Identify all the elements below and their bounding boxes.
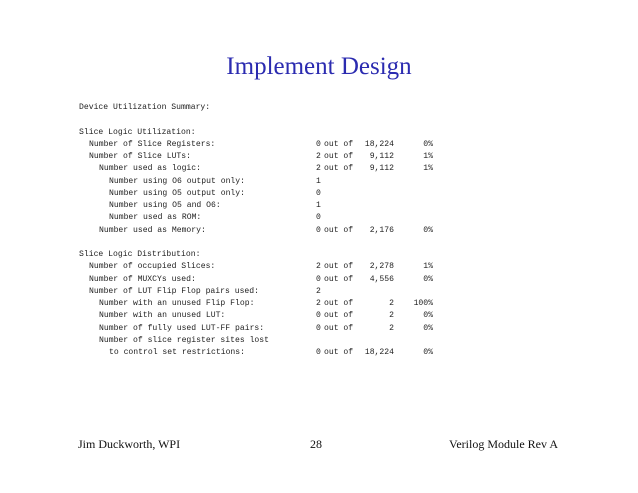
report-line-label: Number of MUXCYs used: — [89, 274, 196, 284]
report-percent-value: 1% — [423, 164, 433, 174]
report-line — [79, 274, 439, 286]
report-available-value: 9,112 — [369, 152, 394, 161]
report-line-label: Number with an unused Flip Flop: — [99, 299, 255, 308]
report-line-label: Number of LUT Flip Flop pairs used: — [89, 286, 259, 296]
report-line — [79, 225, 439, 237]
report-available-value: 4,556 — [369, 274, 394, 284]
report-line-label: Number used as Memory: — [99, 225, 206, 235]
report-line-label: Number of slice register sites lost — [99, 335, 269, 345]
report-available-value: 18,224 — [364, 139, 394, 149]
report-available-value: 2,278 — [369, 262, 394, 272]
report-used-value: 0 — [316, 188, 321, 198]
report-percent-value: 0% — [423, 323, 433, 333]
report-percent-value: 100% — [413, 299, 433, 308]
report-line — [79, 298, 439, 310]
report-used-value: 0 — [316, 311, 321, 321]
report-percent-value: 1% — [423, 262, 433, 272]
footer-page-number: 28 — [310, 437, 322, 451]
report-line-label: Number using O5 output only: — [109, 188, 245, 198]
report-line — [79, 151, 439, 163]
report-used-value: 1 — [316, 176, 321, 186]
report-used-value: 2 — [316, 299, 321, 308]
report-used-value: 2 — [316, 152, 321, 161]
report-line-label: Slice Logic Distribution: — [79, 250, 201, 259]
report-percent-value: 0% — [423, 139, 433, 149]
report-out-of-text: out of — [324, 274, 354, 284]
report-line — [79, 139, 439, 151]
report-line — [79, 261, 439, 273]
report-used-value: 0 — [316, 274, 321, 284]
report-percent-value: 0% — [423, 311, 433, 321]
report-out-of-text: out of — [324, 299, 354, 308]
report-used-value: 2 — [316, 262, 321, 272]
report-out-of-text: out of — [324, 323, 354, 333]
report-line — [79, 200, 439, 212]
footer-course: Verilog Module Rev A — [449, 437, 558, 451]
report-line-label: Number used as ROM: — [109, 213, 202, 223]
report-used-value: 0 — [316, 225, 321, 235]
report-line — [79, 114, 439, 126]
report-line — [79, 249, 439, 261]
report-out-of-text: out of — [324, 152, 354, 161]
report-line-label: Device Utilization Summary: — [79, 103, 211, 112]
report-percent-value: 0% — [423, 274, 433, 284]
report-line — [79, 310, 439, 322]
report-line-label: Number of Slice Registers: — [89, 139, 216, 149]
report-available-value: 2 — [389, 323, 394, 333]
report-used-value: 2 — [316, 286, 321, 296]
report-line — [79, 102, 439, 114]
report-out-of-text: out of — [324, 311, 354, 321]
report-used-value: 0 — [316, 213, 321, 223]
report-used-value: 0 — [316, 348, 321, 357]
report-line — [79, 188, 439, 200]
report-line — [79, 127, 439, 139]
report-line — [79, 286, 439, 298]
report-out-of-text: out of — [324, 139, 354, 149]
report-line — [79, 237, 439, 249]
report-line-label: Number using O5 and O6: — [109, 201, 221, 210]
report-out-of-text: out of — [324, 262, 354, 272]
report-out-of-text: out of — [324, 225, 354, 235]
report-used-value: 2 — [316, 164, 321, 174]
report-line-label: Slice Logic Utilization: — [79, 127, 196, 137]
report-out-of-text: out of — [324, 348, 354, 357]
slide-title: Implement Design — [226, 53, 412, 80]
report-available-value: 2,176 — [369, 225, 394, 235]
report-line — [79, 176, 439, 188]
report-out-of-text: out of — [324, 164, 354, 174]
report-used-value: 0 — [316, 323, 321, 333]
report-line — [79, 212, 439, 224]
report-available-value: 2 — [389, 299, 394, 308]
report-percent-value: 0% — [423, 225, 433, 235]
report-line-label: Number used as logic: — [99, 164, 201, 174]
report-line — [79, 323, 439, 335]
report-available-value: 9,112 — [369, 164, 394, 174]
report-line-label: Number with an unused LUT: — [99, 311, 226, 321]
report-line-label: Number using O6 output only: — [109, 176, 245, 186]
report-percent-value: 0% — [423, 348, 433, 357]
report-used-value: 1 — [316, 201, 321, 210]
utilization-report — [79, 102, 439, 359]
report-available-value: 2 — [389, 311, 394, 321]
report-percent-value: 1% — [423, 152, 433, 161]
report-line — [79, 163, 439, 175]
report-line-label: Number of Slice LUTs: — [89, 152, 191, 161]
report-available-value: 18,224 — [364, 348, 394, 357]
report-line — [79, 335, 439, 347]
report-line-label: Number of fully used LUT-FF pairs: — [99, 323, 265, 333]
report-used-value: 0 — [316, 139, 321, 149]
footer-author: Jim Duckworth, WPI — [78, 437, 181, 451]
report-line-label: Number of occupied Slices: — [89, 262, 216, 272]
report-line — [79, 347, 439, 359]
report-line-label: to control set restrictions: — [109, 348, 245, 357]
